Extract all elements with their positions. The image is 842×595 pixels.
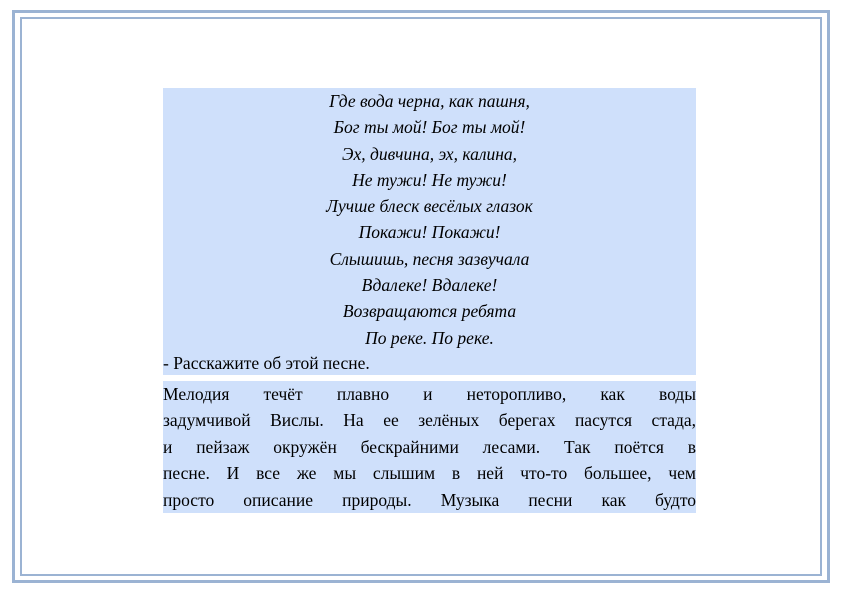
poem-line: Бог ты мой! Бог ты мой! <box>333 117 526 138</box>
prose-paragraph <box>163 381 696 514</box>
poem-line: Эх, дивчина, эх, калина, <box>341 143 518 164</box>
poem-line: Где вода черна, как пашня, <box>329 91 530 111</box>
poem-line: По реке. По реке. <box>365 327 494 348</box>
prose-line <box>163 434 696 461</box>
prose-line-text: и пейзаж окружён бескрайними лесами. Так поётся в <box>163 436 696 457</box>
poem-line: Не тужи! Не тужи! <box>352 169 507 190</box>
prose-line-text: задумчивой Вислы. На ее зелёных берегах пасутся стада, <box>163 410 696 431</box>
prose-line <box>163 407 696 434</box>
prose-line-text: Мелодия течёт плавно и неторопливо, как воды <box>163 383 696 404</box>
poem-line: Лучше блеск весёлых глазок <box>326 196 533 217</box>
prose-line <box>163 460 696 487</box>
prose-line <box>163 381 696 408</box>
poem-line: Возвращаются ребята <box>342 301 517 322</box>
poem-block <box>163 88 696 351</box>
poem-line: Вдалеке! Вдалеке! <box>361 275 498 296</box>
prose-line-text: песне. И все же мы слышим в ней что-то большее, чем <box>163 463 696 484</box>
question-text: - Расскажите об этой песне. <box>163 351 696 375</box>
poem-line: Слышишь, песня зазвучала <box>329 248 530 269</box>
prose-line-text: просто описание природы. Музыка песни как будто <box>163 489 696 510</box>
prose-line <box>163 487 696 514</box>
slide-content <box>163 88 696 513</box>
poem-line: Покажи! Покажи! <box>358 222 501 243</box>
